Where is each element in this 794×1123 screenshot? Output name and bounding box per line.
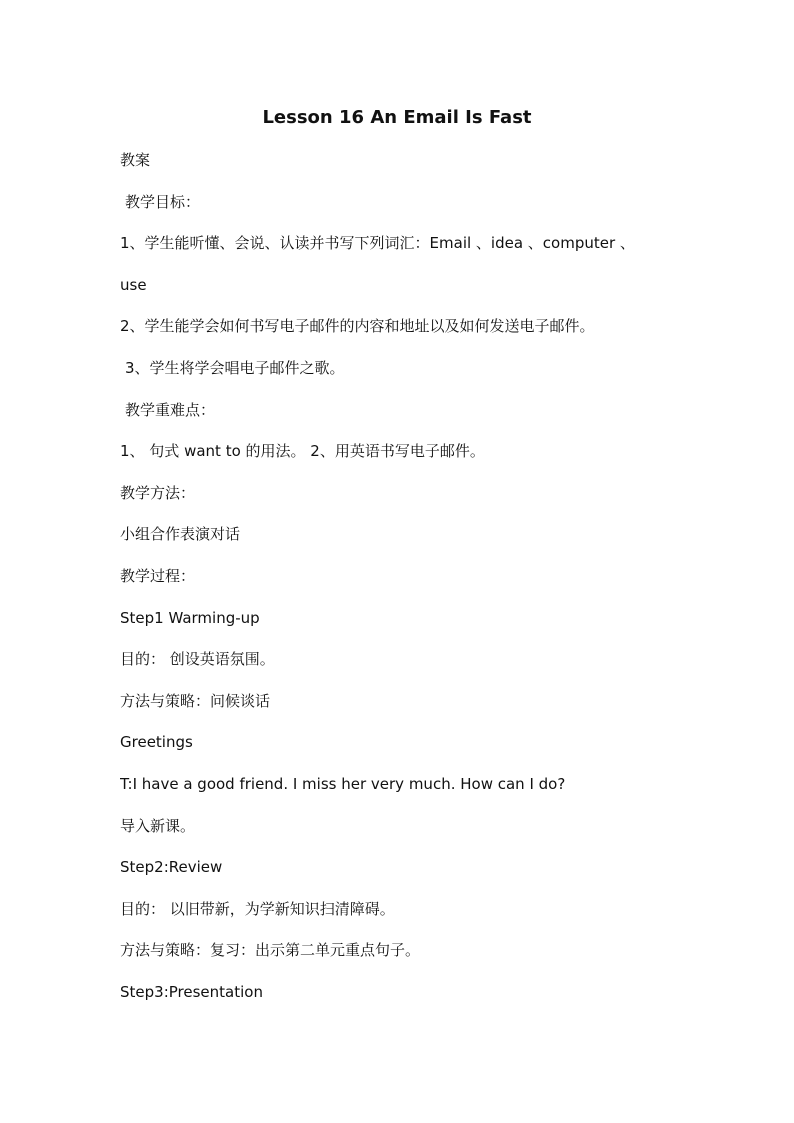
line-goal-3: 3、学生将学会唱电子邮件之歌。 — [125, 358, 345, 377]
line-teaching-goals-heading: 教学目标： — [125, 192, 201, 211]
line-teaching-method-heading: 教学方法： — [120, 483, 196, 502]
line-step2-purpose: 目的： 以旧带新，为学新知识扫清障碍。 — [120, 899, 395, 918]
line-goal-2: 2、学生能学会如何书写电子邮件的内容和地址以及如何发送电子邮件。 — [120, 317, 595, 336]
line-teaching-process-heading: 教学过程： — [120, 566, 196, 585]
line-step2-method: 方法与策略：复习：出示第二单元重点句子。 — [120, 941, 421, 960]
document-title: Lesson 16 An Email Is Fast — [262, 107, 532, 128]
line-goal-1: 1、学生能听懂、会说、认读并书写下列词汇：Email 、idea 、computer 、 — [120, 234, 635, 253]
line-lesson-plan: 教案 — [120, 151, 151, 169]
line-step3: Step3:Presentation — [120, 982, 263, 1001]
line-key-points-heading: 教学重难点： — [125, 400, 216, 419]
line-goal-1-continued: use — [120, 275, 147, 294]
line-step1-method: 方法与策略：问候谈话 — [120, 691, 271, 710]
line-greetings: Greetings — [120, 733, 193, 752]
line-lead-in: 导入新课。 — [120, 816, 196, 835]
line-key-points: 1、 句式 want to 的用法。 2、用英语书写电子邮件。 — [120, 442, 485, 461]
line-teacher-dialogue: T:I have a good friend. I miss her very much. How can I do? — [120, 774, 566, 793]
document-body — [120, 146, 720, 1019]
line-step1-purpose: 目的： 创设英语氛围。 — [120, 650, 275, 669]
line-step1: Step1 Warming-up — [120, 608, 260, 627]
line-step2: Step2:Review — [120, 858, 223, 877]
line-teaching-method: 小组合作表演对话 — [120, 525, 241, 544]
